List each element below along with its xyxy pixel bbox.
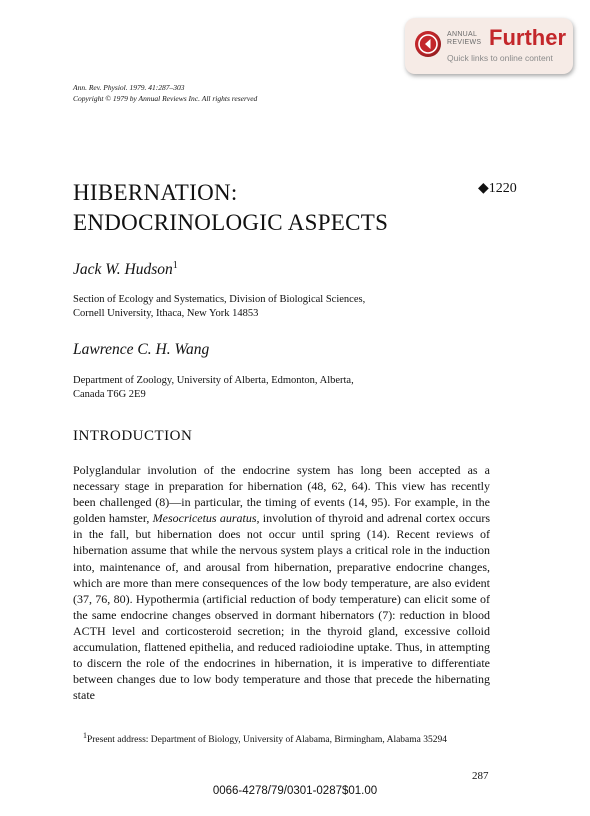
author-2-name: Lawrence C. H. Wang <box>73 341 210 358</box>
footnote-text: Present address: Department of Biology, University of Alabama, Birmingham, Alabama 35294 <box>86 735 448 746</box>
body-text-part-2: involution of thyroid and adrenal cortex occurs in the fall, but hibernation does not occur until spring (14). Recent reviews of hibernation assume that while the nervous system plays a critical role in the induction into, maintenance of, and arousal from hibernation, preparative endocrine changes, which are more than mere consequences of the low body temperature, are also evident (37, 76, 80). Hypothermia (artificial reduction of body temperature) can elicit some of the same endocrine changes observed in dormant hibernators (7): reduction in blood ACTH level and corticosteroid secretion; in the thyroid gland, excessive colloid accumulation, flattened epithelia, and reduced radioiodine uptake. Thus, in attempting to discern the role of the endocrines in hibernation, it is imperative to differentiate between changes due to low body temperature and those that precede the hibernating state <box>73 511 491 703</box>
author-name <box>73 341 209 359</box>
body-text-part-1: Polyglandular involution of the endocrine system has long been accepted as a necessary stage in preparation for hibernation (48, 62, 64). This view has recently been challenged (8)—in particular, the timing of events (14, 95). For example, in the golden hamster, <box>73 463 490 526</box>
citation-line-1: Ann. Rev. Physiol. 1979. 41:287–303 <box>73 83 185 92</box>
author-1-footnote-mark: 1 <box>172 260 178 271</box>
citation-copyright: Copyright © 1979 by Annual Reviews Inc. All rights reserved <box>73 94 258 103</box>
play-arrow-icon <box>415 31 441 57</box>
article-code: 0066-4278/79/0301-0287$01.00 <box>212 785 378 797</box>
article-title <box>73 178 388 238</box>
badge-further-label: Further <box>489 25 566 50</box>
author-name <box>73 260 178 279</box>
affiliation-1-line-2: Cornell University, Ithaca, New York 14853 <box>73 308 259 319</box>
badge-annual-reviews-label <box>447 31 481 47</box>
title-line-2: ENDOCRINOLOGIC ASPECTS <box>73 210 389 235</box>
section-heading-introduction: INTRODUCTION <box>73 428 193 444</box>
species-name: Mesocricetus auratus, <box>152 511 260 526</box>
annual-reviews-further-badge[interactable] <box>405 18 573 74</box>
badge-quick-links-text: Quick links to online content <box>447 53 553 63</box>
page-number: 287 <box>472 770 489 782</box>
title-line-1: HIBERNATION: <box>73 180 238 205</box>
badge-reviews-text: REVIEWS <box>447 39 482 46</box>
body-paragraph <box>73 462 490 703</box>
author-1-name: Jack W. Hudson <box>73 261 173 279</box>
author-affiliation <box>73 293 365 321</box>
journal-citation <box>73 82 257 104</box>
article-number: ◆1220 <box>478 181 517 196</box>
affiliation-1-line-1: Section of Ecology and Systematics, Division of Biological Sciences, <box>73 294 366 305</box>
footnote-mark: 1 <box>83 731 87 740</box>
footnote <box>73 729 490 747</box>
author-affiliation <box>73 374 354 402</box>
affiliation-2-line-2: Canada T6G 2E9 <box>73 389 146 400</box>
badge-annual-text: ANNUAL <box>447 31 478 38</box>
affiliation-2-line-1: Department of Zoology, University of Alberta, Edmonton, Alberta, <box>73 375 354 386</box>
